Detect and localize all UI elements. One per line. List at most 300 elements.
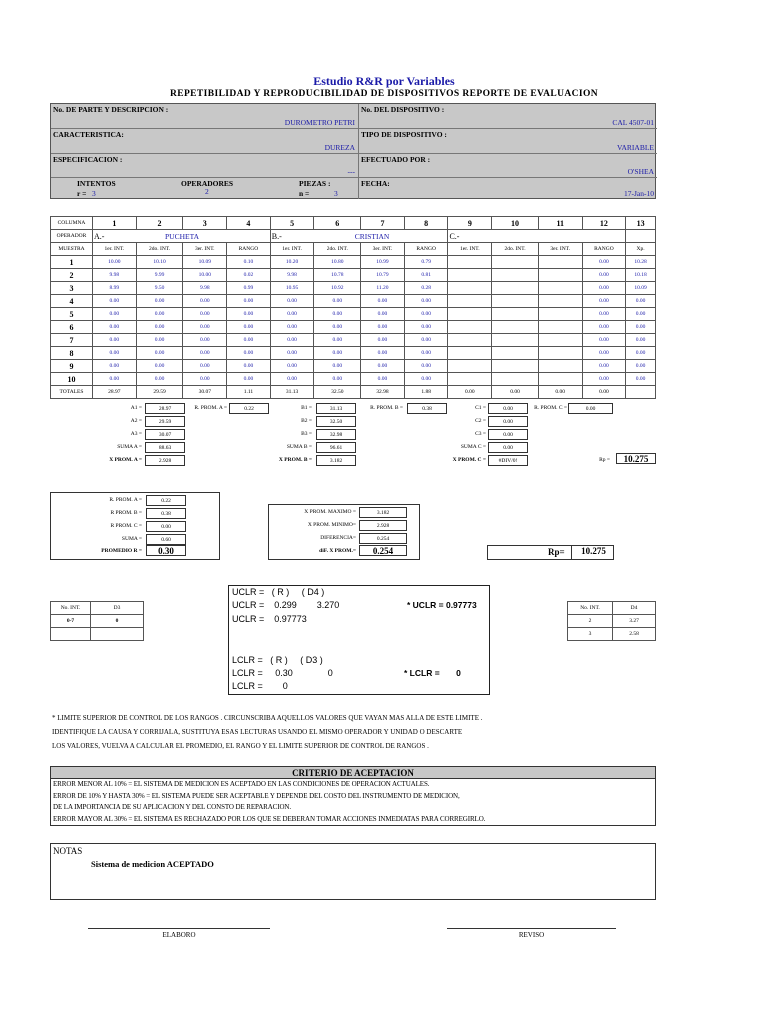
data-cell: 0.00 bbox=[582, 256, 626, 269]
date-cell bbox=[359, 178, 657, 199]
sample-number: 7 bbox=[51, 334, 93, 347]
data-cell: 10.99 bbox=[361, 256, 405, 269]
data-cell: 0.00 bbox=[136, 373, 183, 386]
data-cell: 0.00 bbox=[626, 308, 656, 321]
data-cell: 8.99 bbox=[93, 282, 137, 295]
operator-a-name: PUCHETA bbox=[165, 232, 199, 241]
data-cell: 0.00 bbox=[270, 295, 314, 308]
range-value: 0.60 bbox=[146, 534, 186, 545]
data-cell bbox=[538, 256, 582, 269]
r-prom-b-label: R. PROM. B = bbox=[370, 405, 403, 411]
range-value: 0.00 bbox=[146, 521, 186, 532]
data-cell: 0.00 bbox=[626, 321, 656, 334]
summary-label: X PROM. B = bbox=[278, 457, 312, 463]
summary-value: 30.07 bbox=[145, 429, 185, 440]
data-cell: 0.28 bbox=[404, 282, 448, 295]
data-cell: 10.18 bbox=[626, 269, 656, 282]
summary-label: A2 = bbox=[130, 418, 142, 424]
params-cell bbox=[51, 178, 359, 199]
data-cell bbox=[492, 269, 539, 282]
date-value: 17-Jan-10 bbox=[624, 189, 654, 198]
xprom-label: DIFERENCIA= bbox=[320, 535, 356, 541]
total-cell: 29.59 bbox=[136, 386, 183, 399]
subheader-cell: RANGO bbox=[227, 243, 271, 256]
parts-value: 3 bbox=[334, 189, 338, 198]
summary-value: #DIV/0! bbox=[488, 455, 528, 466]
d4-row-int: 2 bbox=[568, 615, 613, 628]
xprom-label: X PROM. MAXIMO = bbox=[304, 509, 356, 515]
report-title: Estudio R&R por Variables bbox=[313, 74, 455, 88]
rp-box-value: 10.275 bbox=[571, 546, 615, 559]
parts-var: n = bbox=[299, 189, 310, 198]
subheader-cell: Xp. bbox=[626, 243, 656, 256]
done-by-value: O'SHEA bbox=[627, 167, 654, 176]
data-cell bbox=[448, 360, 492, 373]
criteria-line: ERROR DE 10% Y HASTA 30% = EL SISTEMA PUEDE SER ACEPTABLE Y DEPENDE DEL COSTO DEL INSTRUMENTO DE MEDICION, bbox=[53, 791, 460, 800]
operator-b-cell bbox=[270, 230, 448, 243]
data-cell bbox=[492, 360, 539, 373]
data-cell: 0.00 bbox=[404, 308, 448, 321]
spec-value: --- bbox=[347, 167, 355, 176]
signature-reviso: REVISO bbox=[447, 928, 616, 939]
data-cell: 0.00 bbox=[270, 373, 314, 386]
subheader-cell: 3er. INT. bbox=[538, 243, 582, 256]
table-row bbox=[51, 282, 656, 295]
data-cell bbox=[448, 373, 492, 386]
summary-value: 0.00 bbox=[488, 416, 528, 427]
data-cell: 0.00 bbox=[361, 360, 405, 373]
data-cell: 0.00 bbox=[93, 360, 137, 373]
summary-label: B2 = bbox=[301, 418, 312, 424]
spec-label: ESPECIFICACION : bbox=[53, 155, 123, 164]
data-cell bbox=[448, 256, 492, 269]
data-cell: 9.98 bbox=[183, 282, 227, 295]
summary-label: B1 = bbox=[301, 405, 312, 411]
part-value: DUROMETRO PETRI bbox=[284, 118, 355, 127]
promedio-r-label: PROMEDIO R = bbox=[101, 548, 142, 554]
data-cell: 0.00 bbox=[93, 334, 137, 347]
criteria-title: CRITERIO DE ACEPTACION bbox=[51, 767, 655, 779]
d3-table bbox=[50, 601, 144, 641]
summary-value: 3.182 bbox=[316, 455, 356, 466]
d3-blank bbox=[51, 628, 91, 641]
column-number: 8 bbox=[404, 217, 448, 230]
summary-label: C3 = bbox=[475, 431, 486, 437]
data-cell: 0.00 bbox=[93, 321, 137, 334]
rp-box bbox=[487, 545, 614, 560]
char-cell bbox=[51, 129, 359, 154]
subheader-cell: RANGO bbox=[404, 243, 448, 256]
part-label: No. DE PARTE Y DESCRIPCION : bbox=[53, 105, 169, 114]
data-cell: 0.00 bbox=[582, 295, 626, 308]
data-cell: 0.00 bbox=[582, 282, 626, 295]
lclr-final: * LCLR = 0 bbox=[404, 668, 461, 678]
xprom-value: 3.182 bbox=[359, 507, 407, 518]
column-number: 4 bbox=[227, 217, 271, 230]
limit-note-line: LOS VALORES, VUELVA A CALCULAR EL PROMEDIO, EL RANGO Y EL LIMITE SUPERIOR DE CONTROL DE RANGOS . bbox=[52, 742, 429, 750]
data-cell: 0.00 bbox=[183, 295, 227, 308]
data-cell bbox=[538, 347, 582, 360]
summary-value: 96.61 bbox=[316, 442, 356, 453]
rp-label: Rp = bbox=[599, 457, 610, 463]
data-cell: 0.00 bbox=[314, 334, 361, 347]
summary-label: A3 = bbox=[130, 431, 142, 437]
promedio-r-value: 0.30 bbox=[146, 545, 186, 556]
data-cell: 0.00 bbox=[227, 308, 271, 321]
data-cell bbox=[492, 256, 539, 269]
column-number: 12 bbox=[582, 217, 626, 230]
data-cell: 0.00 bbox=[270, 321, 314, 334]
dif-xprom-label: diF. X PROM.= bbox=[319, 548, 356, 554]
summary-label: X PROM. A = bbox=[109, 457, 142, 463]
uclr-result: UCLR = 0.97773 bbox=[232, 614, 307, 624]
r-prom-a-value: 0.22 bbox=[229, 403, 269, 414]
total-cell: 28.97 bbox=[93, 386, 137, 399]
data-cell bbox=[492, 321, 539, 334]
data-cell: 0.00 bbox=[361, 295, 405, 308]
summary-value: 88.63 bbox=[145, 442, 185, 453]
table-row bbox=[51, 373, 656, 386]
data-cell bbox=[448, 269, 492, 282]
data-cell bbox=[448, 321, 492, 334]
summary-value: 0.00 bbox=[488, 429, 528, 440]
criteria-line: ERROR MAYOR AL 30% = EL SISTEMA ES RECHAZADO POR LOS QUE SE DEBERAN TOMAR ACCIONES INMEDIATAS PARA CORREGIRLO. bbox=[53, 814, 486, 823]
data-cell: 10.00 bbox=[183, 269, 227, 282]
criteria-line: DE LA IMPORTANCIA DE SU APLICACION Y DEL CONSTO DE REPARACION. bbox=[53, 803, 292, 811]
device-no-label: No. DEL DISPOSITIVO : bbox=[361, 105, 445, 114]
data-cell: 10.92 bbox=[314, 282, 361, 295]
data-cell: 0.00 bbox=[227, 360, 271, 373]
totals-row bbox=[51, 386, 656, 399]
data-cell: 0.00 bbox=[582, 321, 626, 334]
data-cell: 0.99 bbox=[227, 282, 271, 295]
data-cell: 0.00 bbox=[582, 347, 626, 360]
summary-label: C2 = bbox=[475, 418, 486, 424]
column-number: 5 bbox=[270, 217, 314, 230]
data-cell: 0.00 bbox=[314, 308, 361, 321]
limit-note-line: * LIMITE SUPERIOR DE CONTROL DE LOS RANGOS . CIRCUNSCRIBA AQUELLOS VALORES QUE VAYAN MAS ALLA DE ESTE LIMITE . bbox=[52, 714, 483, 722]
data-cell: 0.00 bbox=[314, 347, 361, 360]
data-cell: 10.00 bbox=[93, 256, 137, 269]
data-cell: 0.00 bbox=[183, 360, 227, 373]
device-no-cell bbox=[359, 104, 657, 129]
data-cell: 9.50 bbox=[136, 282, 183, 295]
operator-b: B.- bbox=[271, 231, 282, 241]
done-by-label: EFECTUADO POR : bbox=[361, 155, 431, 164]
data-cell: 9.99 bbox=[136, 269, 183, 282]
total-cell: 0.00 bbox=[582, 386, 626, 399]
data-cell: 10.80 bbox=[314, 256, 361, 269]
data-cell: 0.00 bbox=[227, 295, 271, 308]
total-cell: 30.07 bbox=[183, 386, 227, 399]
xprom-value: 0.254 bbox=[359, 533, 407, 544]
sample-number: 6 bbox=[51, 321, 93, 334]
summary-value: 32.50 bbox=[316, 416, 356, 427]
r-prom-c-label: R. PROM. C = bbox=[534, 405, 567, 411]
subheader-cell: 1er. INT. bbox=[448, 243, 492, 256]
summary-value: 28.97 bbox=[145, 403, 185, 414]
data-cell bbox=[538, 295, 582, 308]
sample-number: 2 bbox=[51, 269, 93, 282]
d3-blank bbox=[91, 628, 144, 641]
lclr-values: LCLR = 0.30 0 bbox=[232, 668, 333, 678]
data-cell: 0.00 bbox=[136, 347, 183, 360]
data-cell: 0.00 bbox=[314, 321, 361, 334]
column-number: 1 bbox=[93, 217, 137, 230]
data-cell: 10.10 bbox=[136, 256, 183, 269]
trials-value: 3 bbox=[92, 189, 96, 198]
data-cell bbox=[538, 308, 582, 321]
data-cell: 0.00 bbox=[183, 373, 227, 386]
data-cell: 10.09 bbox=[626, 282, 656, 295]
subheader-cell: 2do. INT. bbox=[136, 243, 183, 256]
data-cell: 0.00 bbox=[227, 347, 271, 360]
column-number: 13 bbox=[626, 217, 656, 230]
subheader-cell: 3er. INT. bbox=[183, 243, 227, 256]
data-grid bbox=[50, 216, 656, 399]
data-cell: 0.00 bbox=[227, 334, 271, 347]
range-label: R PROM. C = bbox=[110, 523, 142, 529]
report-subtitle: REPETIBILIDAD Y REPRODUCIBILIDAD DE DISPOSITIVOS REPORTE DE EVALUACION bbox=[169, 89, 599, 99]
subheader-cell: 1er. INT. bbox=[270, 243, 314, 256]
column-number-row bbox=[51, 217, 656, 230]
table-row bbox=[51, 308, 656, 321]
data-cell: 0.00 bbox=[404, 295, 448, 308]
data-cell: 10.79 bbox=[361, 269, 405, 282]
trials-var: r = bbox=[77, 189, 87, 198]
data-cell: 0.00 bbox=[227, 373, 271, 386]
table-row bbox=[51, 321, 656, 334]
data-cell: 0.00 bbox=[404, 373, 448, 386]
subheader-cell: 2do. INT. bbox=[314, 243, 361, 256]
table-row bbox=[51, 347, 656, 360]
data-cell bbox=[492, 373, 539, 386]
part-cell bbox=[51, 104, 359, 129]
table-row bbox=[51, 269, 656, 282]
data-cell bbox=[538, 282, 582, 295]
data-cell: 0.00 bbox=[361, 321, 405, 334]
range-value: 0.38 bbox=[146, 508, 186, 519]
signature-elaboro: ELABORO bbox=[88, 928, 270, 939]
column-label: COLUMNA bbox=[51, 217, 93, 230]
d3-head: D3 bbox=[91, 602, 144, 615]
limit-note-line: IDENTIFIQUE LA CAUSA Y CORRIJALA, SUSTITUYA ESAS LECTURAS USANDO EL MISMO OPERADOR Y UNIDAD O DESCARTE bbox=[52, 728, 463, 736]
data-cell: 0.00 bbox=[183, 321, 227, 334]
summary-label: A1 = bbox=[130, 405, 142, 411]
summary-value: 0.00 bbox=[488, 403, 528, 414]
column-number: 7 bbox=[361, 217, 405, 230]
data-cell bbox=[448, 295, 492, 308]
data-cell: 0.81 bbox=[404, 269, 448, 282]
data-cell: 0.00 bbox=[270, 360, 314, 373]
data-cell: 0.00 bbox=[404, 360, 448, 373]
table-row bbox=[51, 256, 656, 269]
criteria-box bbox=[50, 766, 656, 826]
r-prom-a-label: R. PROM. A = bbox=[194, 405, 227, 411]
sample-number: 4 bbox=[51, 295, 93, 308]
data-cell: 0.00 bbox=[582, 360, 626, 373]
total-cell: 1.88 bbox=[404, 386, 448, 399]
data-cell: 10.09 bbox=[183, 256, 227, 269]
xprom-label: X PROM. MINIMO= bbox=[307, 522, 356, 528]
operator-a-cell bbox=[93, 230, 271, 243]
data-cell: 0.00 bbox=[361, 373, 405, 386]
data-cell: 0.00 bbox=[404, 334, 448, 347]
data-cell: 9.98 bbox=[93, 269, 137, 282]
criteria-line: ERROR MENOR AL 10% = EL SISTEMA DE MEDICION ES ACEPTADO EN LAS CONDICIONES DE OPERACION ACTUALES. bbox=[53, 780, 430, 788]
data-cell: 0.00 bbox=[404, 347, 448, 360]
data-cell: 0.00 bbox=[361, 334, 405, 347]
data-cell: 0.00 bbox=[270, 334, 314, 347]
data-cell bbox=[448, 308, 492, 321]
summary-label: SUMA C = bbox=[460, 444, 486, 450]
sample-label: MUESTRA bbox=[51, 243, 93, 256]
sample-number: 9 bbox=[51, 360, 93, 373]
trials-label: INTENTOS bbox=[77, 179, 116, 188]
data-cell: 0.00 bbox=[136, 334, 183, 347]
lclr-result: LCLR = 0 bbox=[232, 681, 288, 691]
operators-value: 2 bbox=[205, 187, 209, 196]
data-cell bbox=[492, 295, 539, 308]
data-cell: 0.00 bbox=[314, 295, 361, 308]
lclr-formula: LCLR = ( R ) ( D3 ) bbox=[232, 655, 323, 665]
uclr-final: * UCLR = 0.97773 bbox=[407, 600, 477, 610]
data-cell: 0.00 bbox=[626, 334, 656, 347]
r-prom-b-value: 0.38 bbox=[407, 403, 447, 414]
summary-label: X PROM. C = bbox=[452, 457, 486, 463]
sample-number: 3 bbox=[51, 282, 93, 295]
data-cell: 0.00 bbox=[314, 373, 361, 386]
data-cell: 0.79 bbox=[404, 256, 448, 269]
summary-value: 29.59 bbox=[145, 416, 185, 427]
column-number: 11 bbox=[538, 217, 582, 230]
data-cell: 10.78 bbox=[314, 269, 361, 282]
data-cell: 0.00 bbox=[183, 308, 227, 321]
data-cell bbox=[492, 347, 539, 360]
subheader-cell: RANGO bbox=[582, 243, 626, 256]
summary-value: 2.928 bbox=[145, 455, 185, 466]
sample-number: 10 bbox=[51, 373, 93, 386]
data-cell bbox=[538, 269, 582, 282]
parts-label: PIEZAS : bbox=[299, 179, 331, 188]
d4-row-value: 2.58 bbox=[613, 628, 656, 641]
header-block bbox=[50, 103, 656, 199]
total-cell: 0.00 bbox=[448, 386, 492, 399]
rp-box-label: Rp= bbox=[548, 547, 565, 557]
data-cell: 0.00 bbox=[136, 321, 183, 334]
notes-label: NOTAS bbox=[53, 846, 83, 856]
data-cell: 0.00 bbox=[93, 347, 137, 360]
data-cell: 0.00 bbox=[582, 373, 626, 386]
data-cell bbox=[492, 334, 539, 347]
data-cell: 0.00 bbox=[582, 269, 626, 282]
data-cell: 0.10 bbox=[227, 256, 271, 269]
char-value: DUREZA bbox=[324, 143, 355, 152]
data-cell: 11.20 bbox=[361, 282, 405, 295]
data-cell: 0.00 bbox=[361, 308, 405, 321]
summary-label: B3 = bbox=[301, 431, 312, 437]
operator-b-name: CRISTIAN bbox=[354, 232, 390, 241]
column-number: 10 bbox=[492, 217, 539, 230]
table-row bbox=[51, 334, 656, 347]
data-cell bbox=[492, 308, 539, 321]
range-value: 0.22 bbox=[146, 495, 186, 506]
rp-value: 10.275 bbox=[616, 453, 656, 464]
d3-row-int: 0-7 bbox=[51, 615, 91, 628]
operators-label: OPERADORES bbox=[181, 179, 234, 188]
data-cell: 0.00 bbox=[361, 347, 405, 360]
operator-c-cell bbox=[448, 230, 626, 243]
data-cell: 0.00 bbox=[227, 321, 271, 334]
device-type-value: VARIABLE bbox=[617, 143, 654, 152]
data-cell: 0.00 bbox=[93, 373, 137, 386]
column-number: 2 bbox=[136, 217, 183, 230]
totals-label: TOTALES bbox=[51, 386, 93, 399]
total-cell: 0.00 bbox=[538, 386, 582, 399]
data-cell: 0.00 bbox=[270, 347, 314, 360]
total-cell: 32.50 bbox=[314, 386, 361, 399]
table-row bbox=[51, 295, 656, 308]
subheader-row bbox=[51, 243, 656, 256]
range-label: R PROM. B = bbox=[110, 510, 142, 516]
data-cell: 0.02 bbox=[227, 269, 271, 282]
date-label: FECHA: bbox=[361, 179, 390, 188]
notes-box bbox=[50, 843, 656, 900]
device-no-value: CAL 4507-01 bbox=[612, 118, 654, 127]
table-row bbox=[51, 360, 656, 373]
device-type-label: TIPO DE DISPOSITIVO : bbox=[361, 130, 447, 139]
data-cell: 0.00 bbox=[183, 334, 227, 347]
data-cell: 0.00 bbox=[270, 308, 314, 321]
uclr-values: UCLR = 0.299 3.270 bbox=[232, 600, 340, 610]
data-cell bbox=[448, 334, 492, 347]
summary-value: 32.98 bbox=[316, 429, 356, 440]
range-label: SUMA = bbox=[121, 536, 142, 542]
range-label: R. PROM. A = bbox=[109, 497, 142, 503]
data-cell bbox=[448, 347, 492, 360]
total-blank bbox=[626, 386, 656, 399]
sample-number: 8 bbox=[51, 347, 93, 360]
data-cell: 0.00 bbox=[626, 373, 656, 386]
data-cell: 9.98 bbox=[270, 269, 314, 282]
d3-head-int: No. INT. bbox=[51, 602, 91, 615]
total-cell: 31.13 bbox=[270, 386, 314, 399]
d4-head-int: No. INT. bbox=[568, 602, 613, 615]
summary-label: C1 = bbox=[475, 405, 486, 411]
operator-a: A.- bbox=[94, 231, 105, 241]
total-cell: 32.98 bbox=[361, 386, 405, 399]
data-cell: 0.00 bbox=[136, 360, 183, 373]
data-cell bbox=[538, 360, 582, 373]
total-cell: 0.00 bbox=[492, 386, 539, 399]
done-by-cell bbox=[359, 154, 657, 178]
xprom-value: 2.928 bbox=[359, 520, 407, 531]
data-cell: 0.00 bbox=[93, 295, 137, 308]
summary-value: 31.13 bbox=[316, 403, 356, 414]
data-cell bbox=[538, 321, 582, 334]
column-number: 6 bbox=[314, 217, 361, 230]
data-cell: 10.95 bbox=[270, 282, 314, 295]
subheader-cell: 2do. INT. bbox=[492, 243, 539, 256]
column-number: 3 bbox=[183, 217, 227, 230]
dif-xprom-value: 0.254 bbox=[359, 545, 407, 556]
data-cell: 0.00 bbox=[582, 308, 626, 321]
notes-text: Sistema de medicion ACEPTADO bbox=[91, 859, 214, 869]
operator-label: OPERADOR bbox=[51, 230, 93, 243]
data-cell bbox=[538, 334, 582, 347]
data-cell: 0.00 bbox=[314, 360, 361, 373]
summary-label: SUMA A = bbox=[117, 444, 142, 450]
